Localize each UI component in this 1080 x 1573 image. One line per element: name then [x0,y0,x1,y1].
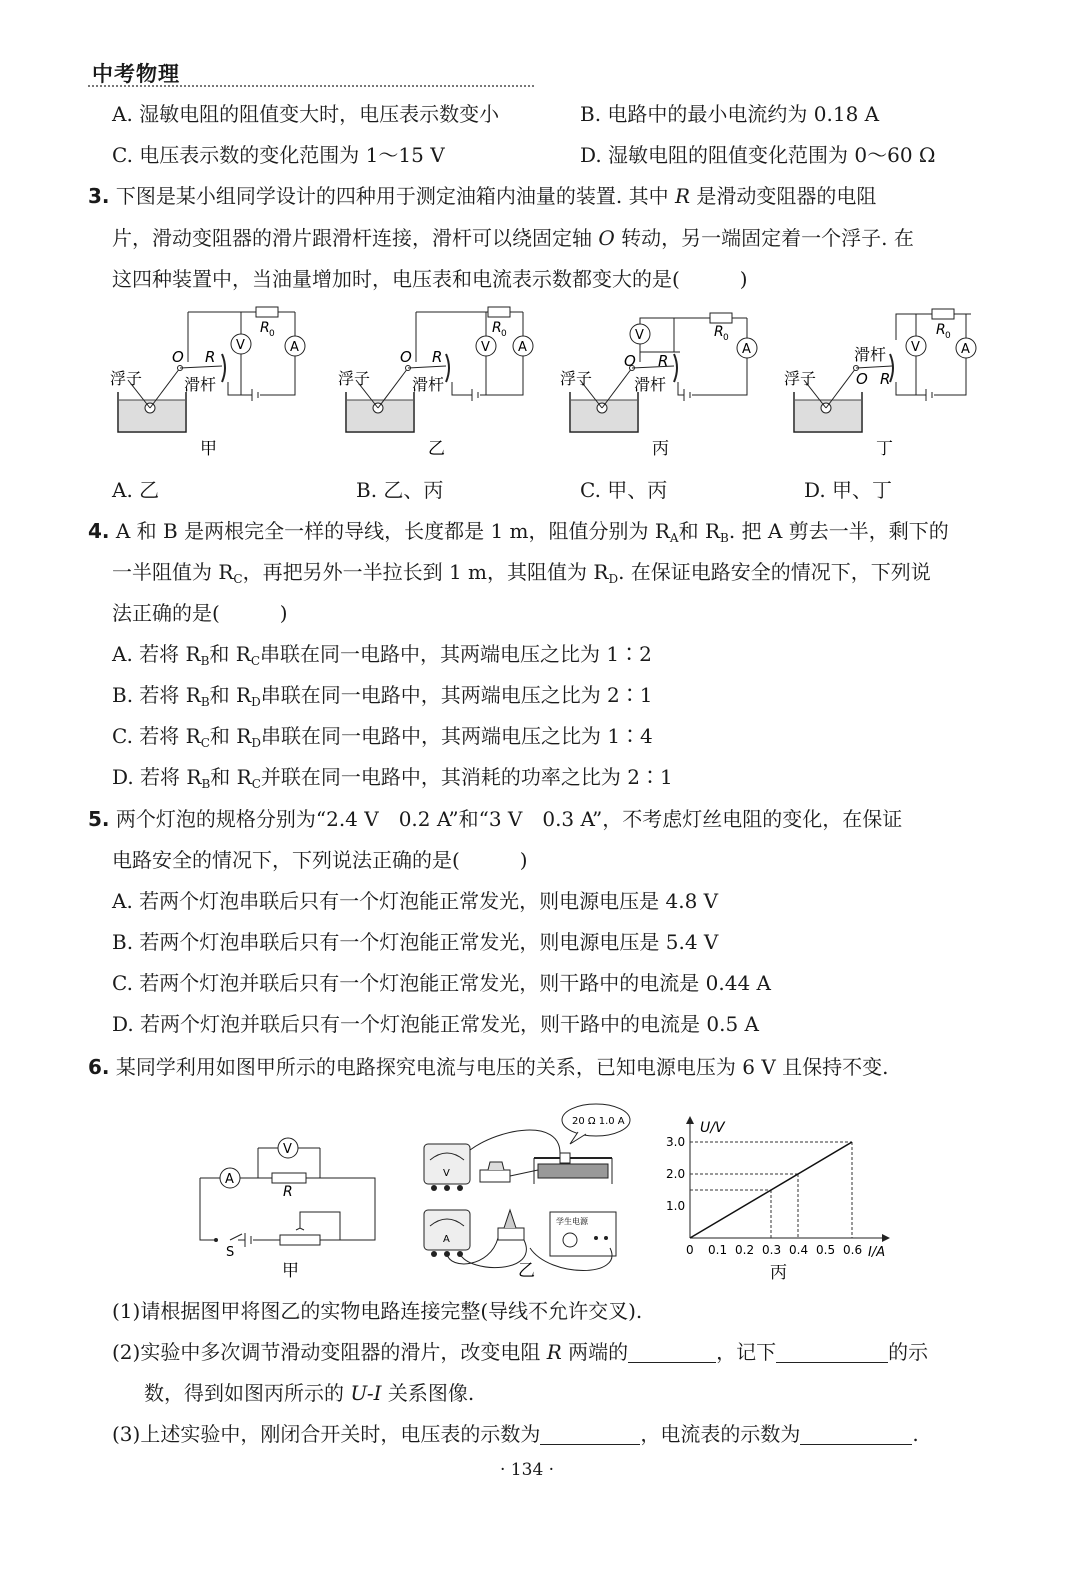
x-tick-label: 0.5 [816,1243,836,1257]
q5-option-b: B. 若两个灯泡串联后只有一个灯泡能正常发光，则电源电压是 5.4 V [112,930,719,954]
diagram-bing [560,313,757,459]
pivot-o-label: O [400,348,412,366]
voltmeter-label: V [283,1142,292,1157]
rod-label: 滑杆 [184,375,217,394]
q4-text: 串联在同一电路中，其两端电压之比为 1∶4 [260,724,653,748]
q4-text: . 在保证电路安全的情况下，下列说 [618,560,931,584]
q4-text: D. 若将 R [112,765,202,789]
r0-label: R [260,320,270,336]
q4-line-2 [112,559,931,592]
q6-text: 数，得到如图丙所示的 [144,1381,351,1405]
rheostat-device [534,1153,612,1184]
r0-sub: 0 [269,329,275,339]
q2-option-d: D. 湿敏电阻的阻值变化范围为 0～60 Ω [580,143,936,167]
answer-blank-3[interactable] [540,1424,640,1445]
q4-text: ，再把另外一半拉长到 1 m，其阻值为 R [242,560,609,584]
answer-blank-1[interactable] [628,1342,716,1363]
q3-line-1 [88,183,876,209]
q6-text: ，记下 [716,1340,777,1364]
q5-number: 5. [88,807,110,831]
y-tick-labels [666,1135,685,1213]
x-axis-arrow [882,1234,890,1242]
r0-sub: 0 [945,331,951,341]
caption-ding: 丁 [876,439,893,459]
rod-label: 滑杆 [412,375,445,394]
q3-text: 下图是某小组同学设计的四种用于测定油箱内油量的装置. 其中 [115,184,675,208]
q3-text: 是滑动变阻器的电阻 [690,184,877,208]
q4-number: 4. [88,519,110,543]
caption-jia: 甲 [200,439,217,459]
q4-sub: D [251,695,261,709]
q4-sub: B [201,777,211,791]
q3-option-d: D. 甲、丁 [804,478,893,502]
r0-label: R [492,320,502,336]
q4-text: B. 若将 R [112,683,201,707]
q4-text: . 把 A 剪去一半，剩下的 [728,519,949,543]
q4-text: A. 若将 R [112,642,201,666]
pivot-o-label: O [172,348,184,366]
q2-option-b: B. 电路中的最小电流约为 0.18 A [580,102,880,126]
voltmeter-label: V [443,1168,450,1179]
q5-option-c: C. 若两个灯泡并联后只有一个灯泡能正常发光，则干路中的电流是 0.44 A [112,971,771,995]
rod-label: 滑杆 [634,375,667,394]
diagram-yi [338,307,533,459]
q4-line-1 [88,518,949,551]
q3-symbol-r: R [674,184,691,208]
q4-sub: B [200,654,210,668]
q6-text: . [912,1422,919,1446]
y-tick-label: 2.0 [666,1167,686,1181]
q6-part-1: (1)请根据图甲将图乙的实物电路连接完整(导线不允许交叉). [112,1299,643,1323]
q4-option-d [112,764,673,797]
x-tick-label: 0.1 [708,1243,728,1257]
q5-text: 两个灯泡的规格分别为“2.4 V 0.2 A”和“3 V 0.3 A”，不考虑灯丝电阻的变化，在保证 [115,807,903,831]
q6-part-2 [112,1339,928,1365]
voltmeter-label: V [911,340,920,355]
voltmeter-label: V [635,328,644,343]
q4-sub: C [200,736,210,750]
q6-part-2-cont [144,1380,474,1406]
caption-jia: 甲 [282,1261,299,1281]
float-label: 浮子 [110,369,143,388]
q5-option-a: A. 若两个灯泡串联后只有一个灯泡能正常发光，则电源电压是 4.8 V [112,889,719,913]
q4-sub: D [251,736,261,750]
q6-line-1 [88,1054,888,1080]
switch-s-label: S [226,1245,235,1260]
resistor-r-label: R [880,370,891,388]
q4-option-a [112,641,652,674]
q2-option-c: C. 电压表示数的变化范围为 1～15 V [112,143,445,167]
q4-sub: C [251,777,261,791]
ammeter-label: A [290,340,299,355]
r0-label: R [714,324,724,340]
q6-symbol-ui: U-I [350,1381,382,1405]
q4-text: C. 若将 R [112,724,201,748]
y-tick-label: 3.0 [666,1135,686,1149]
q4-text: 和 R [209,683,252,707]
r0-label: R [936,322,946,338]
q3-line-2 [112,225,914,251]
q4-sub: B [200,695,210,709]
q6-text: 两端的 [561,1340,629,1364]
x-axis-label: I/A [868,1245,886,1260]
ammeter-label: A [961,342,970,357]
ammeter-label: A [518,340,527,355]
q3-number: 3. [88,184,110,208]
caption-yi: 乙 [428,439,445,459]
q4-option-c [112,723,653,756]
q5-line-2: 电路安全的情况下，下列说法正确的是( ) [112,848,528,872]
ammeter-label: A [742,342,751,357]
physical-circuit-yi [410,1098,640,1282]
y-axis-arrow [686,1116,694,1124]
q6-text: 某同学利用如图甲所示的电路探究电流与电压的关系，已知电源电压为 6 V 且保持不变. [115,1055,889,1079]
x-tick-label: 0.4 [789,1243,809,1257]
q6-part-3 [112,1421,919,1447]
caption-bing: 丙 [652,439,669,459]
q4-text: 和 R [210,765,252,789]
q4-sub: C [233,572,243,586]
ammeter-device [424,1210,470,1257]
q4-text: 一半阻值为 R [112,560,234,584]
header-rule [88,85,534,87]
q6-text: 关系图像. [381,1381,475,1405]
q5-option-d: D. 若两个灯泡并联后只有一个灯泡能正常发光，则干路中的电流是 0.5 A [112,1012,760,1036]
oil-gauge-diagrams [100,300,1000,470]
ammeter-label: A [225,1172,234,1187]
q4-line-3: 法正确的是( ) [112,601,288,625]
fixed-resistor-device [498,1210,524,1240]
switch-device [480,1162,510,1182]
q5-line-1 [88,806,902,832]
q6-text: ，电流表的示数为 [640,1422,801,1446]
caption-yi: 乙 [518,1261,535,1281]
q4-text: 和 R [209,642,251,666]
answer-blank-4[interactable] [800,1424,912,1445]
q3-text: 片，滑动变阻器的滑片跟滑杆连接，滑杆可以绕固定轴 [112,226,599,250]
voltmeter-label: V [236,338,245,353]
float-label: 浮子 [338,369,371,388]
q3-option-a: A. 乙 [112,478,160,502]
circuit-diagram-jia [190,1130,390,1282]
x-tick-label: 0.6 [843,1243,863,1257]
q3-text: 转动，另一端固定着一个浮子. 在 [614,226,914,250]
q2-option-a: A. 湿敏电阻的阻值变大时，电压表示数变小 [112,102,500,126]
rheostat-spec-tag: 20 Ω 1.0 A [572,1116,625,1127]
resistor-r-label: R [432,348,443,366]
q4-sub: D [608,572,619,586]
q3-option-b: B. 乙、丙 [356,478,444,502]
diagram-ding [784,309,976,459]
q3-line-3: 这四种装置中，当油量增加时，电压表和电流表示数都变大的是( ) [112,267,748,291]
float-label: 浮子 [784,369,817,388]
q3-option-c: C. 甲、丙 [580,478,668,502]
q4-text: 和 R [678,519,721,543]
q4-text: 和 R [209,724,252,748]
rod-label: 滑杆 [854,345,887,364]
resistor-r-label: R [205,348,216,366]
float-label: 浮子 [560,369,593,388]
pivot-o-label: O [624,352,636,370]
r0-sub: 0 [723,333,729,343]
q6-text: (2)实验中多次调节滑动变阻器的滑片，改变电阻 [112,1340,547,1364]
q4-option-b [112,682,653,715]
book-header: 中考物理 [92,62,180,86]
q4-text: 串联在同一电路中，其两端电压之比为 2∶1 [260,683,653,707]
q6-text: (3)上述实验中，刚闭合开关时，电压表的示数为 [112,1422,541,1446]
q4-text: A 和 B 是两根完全一样的导线，长度都是 1 m，阻值分别为 R [115,519,670,543]
q6-symbol-r: R [546,1340,562,1364]
y-axis-label: U/V [700,1120,725,1136]
q6-number: 6. [88,1055,110,1079]
resistor-r-label: R [658,352,669,370]
page-number: · 134 · [500,1460,555,1480]
x-tick-label: 0 [686,1243,694,1257]
q3-symbol-o: O [598,226,615,250]
diagram-jia [110,307,305,459]
q4-text: 串联在同一电路中，其两端电压之比为 1∶2 [260,642,652,666]
x-tick-label: 0.3 [762,1243,782,1257]
pivot-o-label: O [856,370,868,388]
ui-graph-bing [660,1112,900,1282]
series-layer [690,1142,852,1238]
ammeter-label: A [443,1234,450,1245]
series-line-0 [690,1142,852,1238]
r0-sub: 0 [501,329,507,339]
answer-blank-2[interactable] [776,1342,888,1363]
power-supply-label: 学生电源 [556,1217,588,1226]
voltmeter-label: V [481,340,490,355]
q4-sub: A [669,531,679,545]
resistor-r-label: R [283,1184,293,1200]
power-supply-device [550,1212,616,1256]
q4-sub: B [720,531,729,545]
q6-text: 的示 [888,1340,929,1364]
q4-sub: C [250,654,261,668]
x-tick-label: 0.2 [735,1243,755,1257]
x-tick-labels [686,1243,862,1257]
voltmeter-device [424,1144,470,1191]
chart-title-caption: 丙 [770,1263,787,1282]
q4-text: 并联在同一电路中，其消耗的功率之比为 2∶1 [260,765,673,789]
y-tick-label: 1.0 [666,1199,686,1213]
